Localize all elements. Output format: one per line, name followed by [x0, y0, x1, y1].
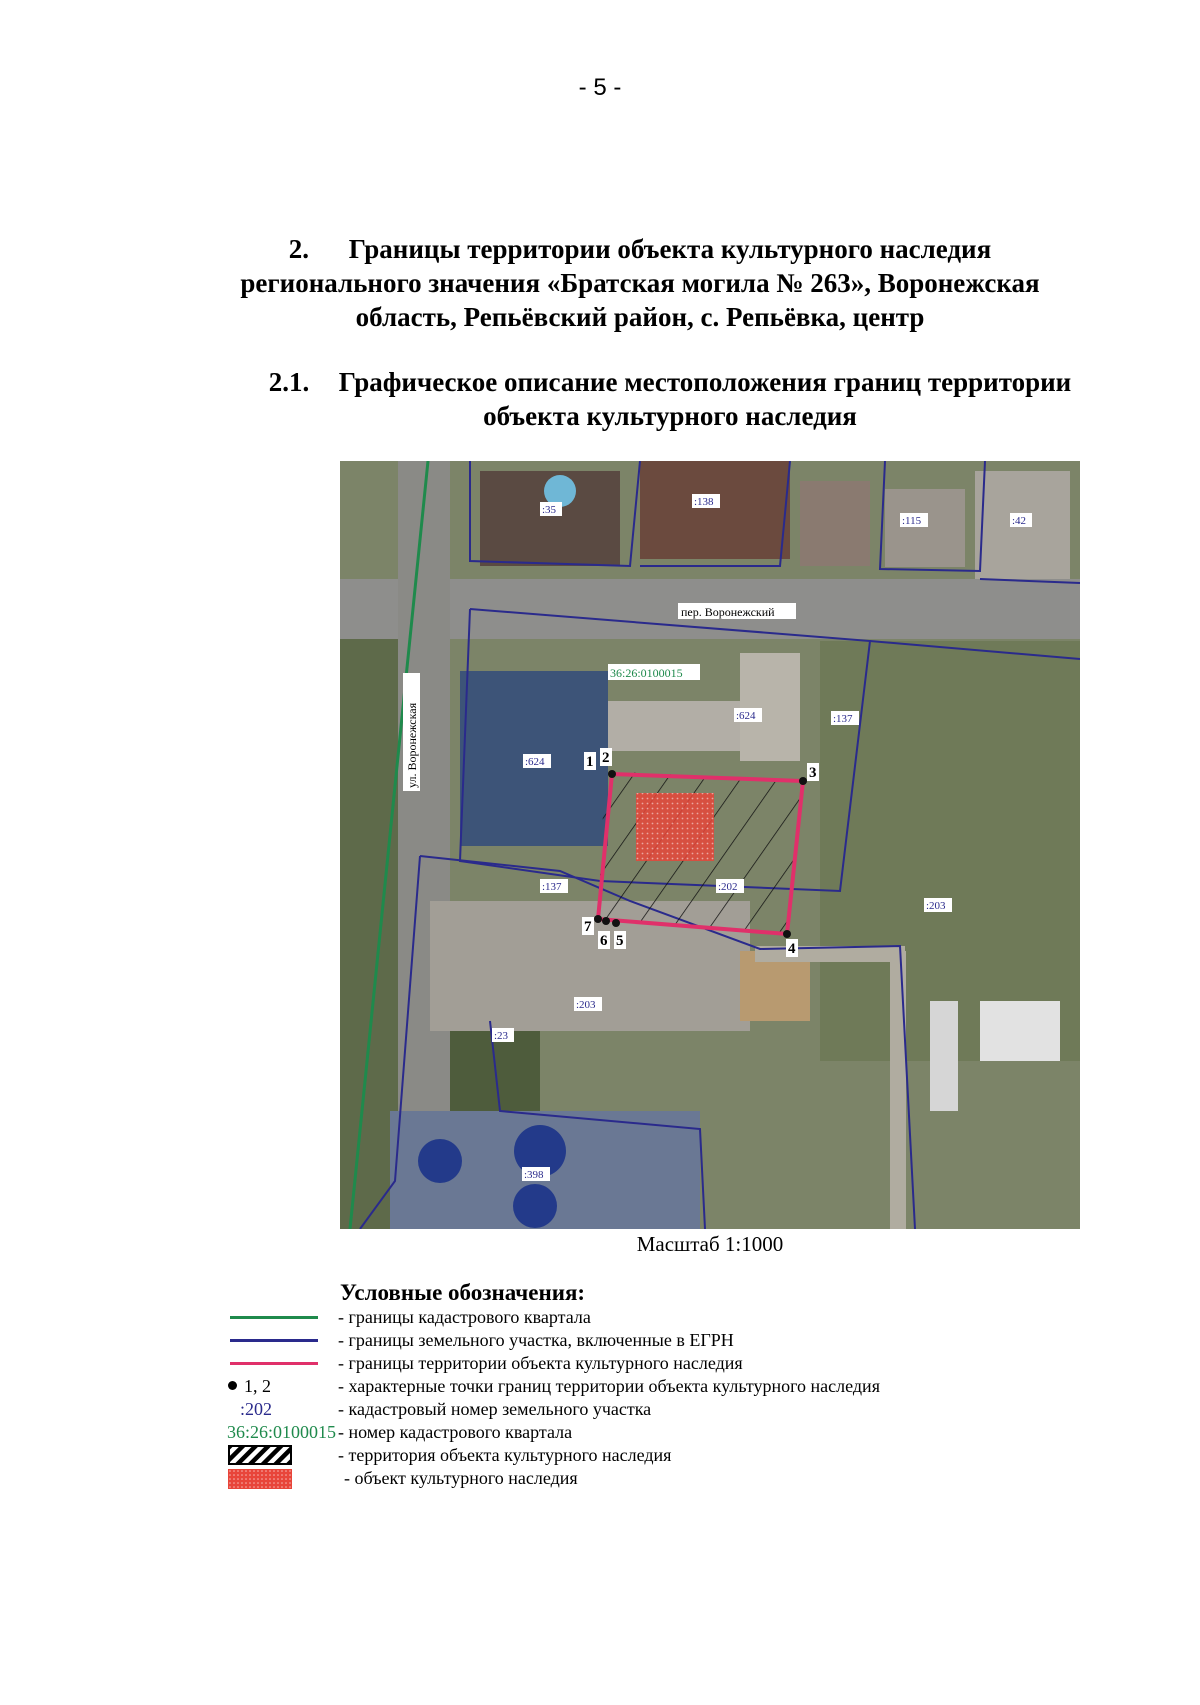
point-label-2: 2 [602, 750, 610, 766]
satellite-map [340, 461, 1080, 1229]
section-2-1-heading [220, 365, 1120, 433]
legend [190, 1306, 1090, 1490]
legend-row-parcel-number [190, 1398, 1090, 1421]
section-2-line-2: регионального значения «Братская могила № 263», Воронежская [240, 268, 1040, 298]
red-dotted-symbol [228, 1469, 292, 1489]
quarter-label: 36:26:0100015 [610, 666, 683, 680]
legend-text: - кадастровый номер земельного участка [338, 1399, 652, 1419]
street-label-top: пер. Воронежский [681, 605, 775, 619]
building-annex [740, 653, 800, 761]
green-line-symbol [230, 1316, 318, 1319]
parcel-label-115: :115 [902, 515, 922, 527]
legend-text: - территория объекта культурного наследия [338, 1445, 672, 1465]
legend-symbol-points: 1, 2 [244, 1376, 271, 1396]
street-label-left: ул. Воронежская [405, 702, 419, 788]
legend-text: - границы территории объекта культурного наследия [338, 1353, 743, 1373]
legend-row-quarter-boundary [190, 1306, 1090, 1329]
legend-row-quarter-number [190, 1421, 1090, 1444]
heritage-object-dots [636, 793, 714, 861]
point-label-4: 4 [788, 941, 796, 957]
parcel-label-42: :42 [1012, 515, 1027, 527]
legend-text: - границы земельного участка, включенные в ЕГРН [338, 1330, 734, 1350]
parcel-label-398: :398 [524, 1169, 544, 1181]
parcel-label-23: :23 [494, 1030, 509, 1042]
house-top-3 [800, 481, 870, 566]
legend-row-points [190, 1375, 1090, 1398]
section-2-heading [180, 232, 1100, 334]
parcel-label-624-a: :624 [525, 756, 545, 768]
map-scale: Масштаб 1:1000 [636, 1232, 784, 1256]
path-vertical [890, 951, 906, 1229]
page-number: - 5 - [578, 74, 622, 101]
section-2-1-number: 2.1. [268, 367, 310, 397]
white-path [930, 1001, 958, 1111]
hatch-symbol [228, 1445, 292, 1465]
section-2-line-3: область, Репьёвский район, с. Репьёвка, центр [355, 302, 925, 332]
legend-symbol-parcel: :202 [239, 1399, 272, 1419]
legend-row-territory [190, 1444, 1090, 1467]
parcel-label-203-a: :203 [926, 900, 946, 912]
legend-text: - границы кадастрового квартала [338, 1307, 591, 1327]
parcel-label-624-b: :624 [736, 710, 756, 722]
legend-symbol-quarter: 36:26:0100015 [226, 1422, 336, 1442]
parcel-label-203-b: :203 [576, 999, 596, 1011]
house-top-4 [885, 489, 965, 567]
point-dot-icon [228, 1381, 237, 1390]
parcel-label-137-a: :137 [833, 713, 853, 725]
church-dome-3 [513, 1184, 557, 1228]
point-label-7: 7 [584, 919, 592, 935]
parcel-label-137-b: :137 [542, 881, 562, 893]
point-label-5: 5 [616, 933, 624, 949]
blue-line-symbol [230, 1339, 318, 1342]
parcel-label-202: :202 [718, 881, 738, 893]
section-2-line-1: Границы территории объекта культурного наследия [348, 234, 992, 264]
parcel-label-138: :138 [694, 496, 714, 508]
house-top-2 [640, 461, 790, 559]
point-label-3: 3 [809, 765, 817, 781]
legend-row-heritage-boundary [190, 1352, 1090, 1375]
green-area-right [820, 641, 1080, 1061]
legend-row-object [190, 1467, 1090, 1490]
church-dome-1 [418, 1139, 462, 1183]
legend-row-parcel-boundary [190, 1329, 1090, 1352]
section-2-1-line-2: объекта культурного наследия [483, 401, 857, 431]
white-building [980, 1001, 1060, 1061]
point-label-6: 6 [600, 933, 608, 949]
legend-text: - объект культурного наследия [344, 1468, 578, 1488]
parcel-label-35: :35 [542, 504, 557, 516]
point-label-1: 1 [586, 754, 594, 770]
legend-text: - характерные точки границ территории объекта культурного наследия [338, 1376, 880, 1396]
section-2-1-line-1: Графическое описание местоположения границ территории [338, 367, 1072, 397]
legend-text: - номер кадастрового квартала [338, 1422, 573, 1442]
pink-line-symbol [230, 1362, 318, 1365]
section-2-number: 2. [288, 234, 310, 264]
legend-title: Условные обозначения: [340, 1280, 586, 1305]
